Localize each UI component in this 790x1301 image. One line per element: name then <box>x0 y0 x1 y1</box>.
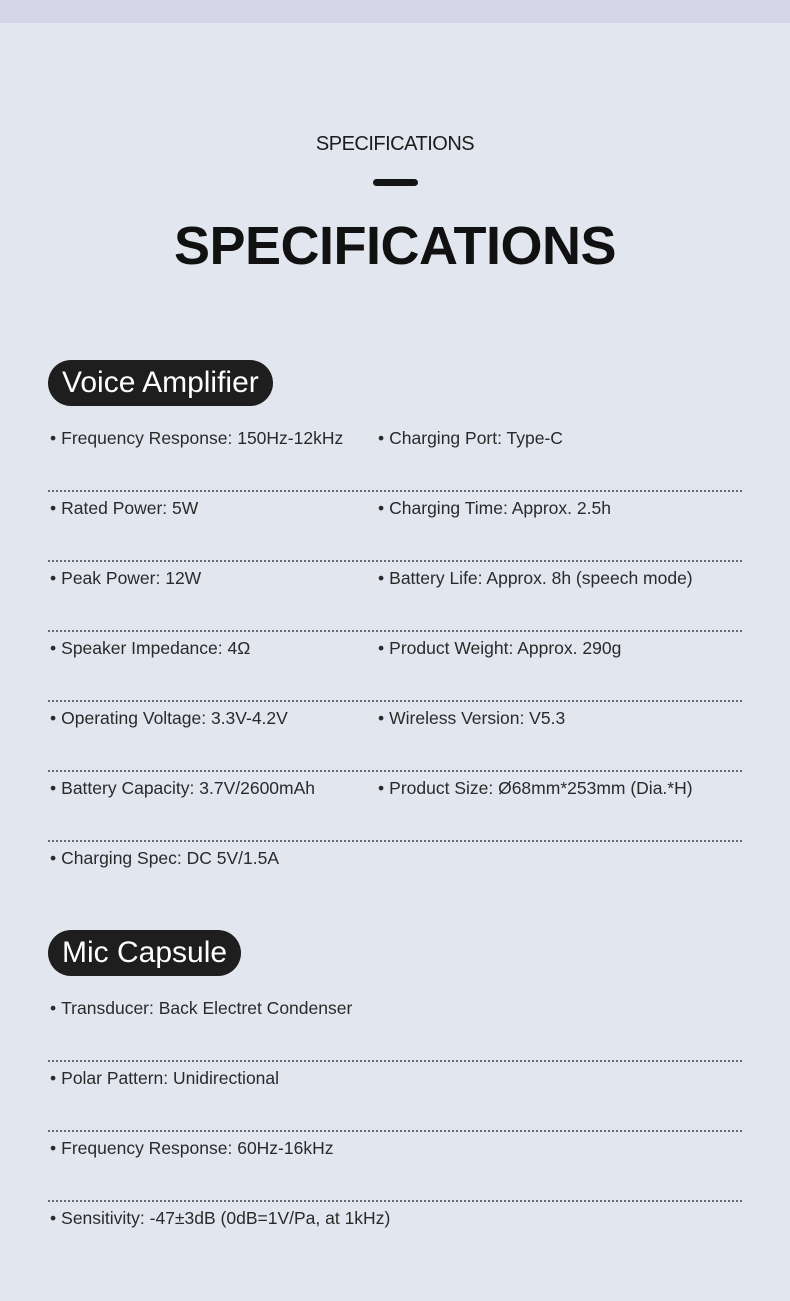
spec-text: Transducer: Back Electret Condenser <box>61 998 353 1018</box>
spec-row <box>48 490 742 562</box>
spec-text: Charging Port: Type-C <box>389 428 563 448</box>
bullet-icon: • <box>50 708 57 728</box>
page-title: SPECIFICATIONS <box>173 216 617 276</box>
spec-row <box>48 630 742 702</box>
spec-item <box>50 990 352 1026</box>
spec-text: Wireless Version: V5.3 <box>389 708 566 728</box>
spec-item <box>378 490 611 526</box>
spec-row <box>48 770 742 842</box>
bullet-icon: • <box>50 848 57 868</box>
spec-text: Charging Time: Approx. 2.5h <box>389 498 611 518</box>
top-band <box>0 0 790 23</box>
spec-row <box>48 1200 742 1270</box>
spec-item <box>378 630 621 666</box>
spec-row <box>48 990 742 1062</box>
bullet-icon: • <box>378 428 385 448</box>
spec-text: Operating Voltage: 3.3V-4.2V <box>61 708 288 728</box>
spec-item <box>378 700 565 736</box>
spec-row <box>48 560 742 632</box>
spec-row <box>48 840 742 910</box>
spec-text: Product Weight: Approx. 290g <box>389 638 622 658</box>
bullet-icon: • <box>50 1068 57 1088</box>
spec-row <box>48 1130 742 1202</box>
spec-text: Frequency Response: 150Hz-12kHz <box>61 428 344 448</box>
spec-text: Rated Power: 5W <box>61 498 199 518</box>
bullet-icon: • <box>378 638 385 658</box>
spec-text: Speaker Impedance: 4Ω <box>61 638 251 658</box>
spec-text: Battery Life: Approx. 8h (speech mode) <box>389 568 693 588</box>
spec-item <box>50 560 201 596</box>
spec-text: Polar Pattern: Unidirectional <box>61 1068 280 1088</box>
mic-capsule-heading: Mic Capsule <box>48 930 241 976</box>
spec-item <box>378 420 563 456</box>
spec-item <box>50 420 343 456</box>
spec-text: Peak Power: 12W <box>61 568 202 588</box>
spec-item <box>378 770 693 806</box>
spec-item <box>50 840 279 876</box>
spec-item <box>50 1130 334 1166</box>
spec-item <box>50 490 198 526</box>
spec-text: Battery Capacity: 3.7V/2600mAh <box>61 778 316 798</box>
spec-item <box>50 1200 390 1236</box>
bullet-icon: • <box>378 708 385 728</box>
spec-item <box>50 770 315 806</box>
bullet-icon: • <box>50 498 57 518</box>
bullet-icon: • <box>50 428 57 448</box>
bullet-icon: • <box>50 638 57 658</box>
voice-amplifier-heading: Voice Amplifier <box>48 360 273 406</box>
spec-text: Product Size: Ø68mm*253mm (Dia.*H) <box>389 778 693 798</box>
bullet-icon: • <box>50 998 57 1018</box>
spec-item <box>378 560 693 596</box>
bullet-icon: • <box>378 568 385 588</box>
bullet-icon: • <box>50 568 57 588</box>
spec-text: Frequency Response: 60Hz-16kHz <box>61 1138 334 1158</box>
bullet-icon: • <box>378 778 385 798</box>
spec-text: Charging Spec: DC 5V/1.5A <box>61 848 280 868</box>
spec-item <box>50 1060 279 1096</box>
spec-item <box>50 700 288 736</box>
spec-item <box>50 630 250 666</box>
spec-row <box>48 420 742 492</box>
bullet-icon: • <box>378 498 385 518</box>
spec-text: Sensitivity: -47±3dB (0dB=1V/Pa, at 1kHz) <box>61 1208 391 1228</box>
bullet-icon: • <box>50 1138 57 1158</box>
spec-row <box>48 700 742 772</box>
bullet-icon: • <box>50 778 57 798</box>
section-kicker: SPECIFICATIONS <box>315 133 475 155</box>
title-divider <box>373 179 418 186</box>
spec-row <box>48 1060 742 1132</box>
bullet-icon: • <box>50 1208 57 1228</box>
